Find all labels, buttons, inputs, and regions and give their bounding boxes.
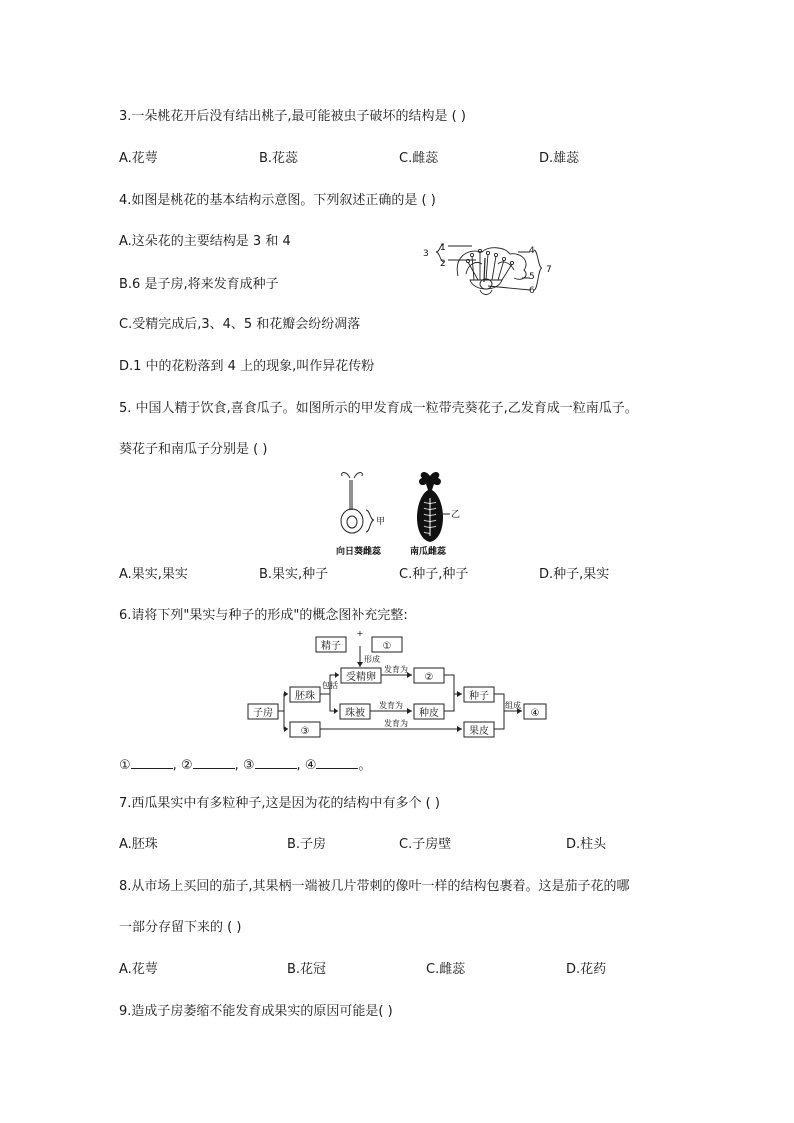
q5-fig-caption-pumpkin: 南瓜雌蕊: [410, 547, 447, 557]
q5-option-a: A.果实,果实: [119, 567, 188, 582]
q8-option-c: C.雌蕊: [426, 962, 466, 977]
concept-box-zhongzi: 种子: [469, 691, 489, 702]
concept-box-4: ④: [530, 708, 540, 719]
q8-stem-line1: 8.从市场上买回的茄子,其果柄一端被几片带刺的像叶一样的结构包裹着。这是茄子花的哪: [119, 879, 630, 894]
concept-plus: +: [356, 629, 364, 638]
q3-option-a: A.花萼: [119, 151, 158, 166]
q5-stem-line2: 葵花子和南瓜子分别是 ( ): [119, 442, 268, 457]
q4-option-c: C.受精完成后,3、4、5 和花瓣会纷纷凋落: [119, 317, 361, 332]
q4-fig-label-5: 5: [529, 272, 535, 282]
q6-answer-4-blank[interactable]: [316, 756, 358, 769]
q6-sep: ,: [296, 758, 301, 773]
q7-option-a: A.胚珠: [119, 837, 158, 852]
q3-option-b: B.花蕊: [259, 151, 299, 166]
q6-answer-line: [119, 756, 371, 775]
q4-option-a: A.这朵花的主要结构是 3 和 4: [119, 234, 291, 249]
q4-fig-label-6: 6: [529, 286, 535, 296]
concept-box-jingzi: 精子: [321, 641, 341, 652]
q5-fig-label-jia: 甲: [376, 517, 386, 527]
q4-option-b: B.6 是子房,将来发育成种子: [119, 277, 279, 292]
concept-label-xingcheng: 形成: [364, 655, 380, 664]
q7-option-b: B.子房: [287, 837, 327, 852]
q4-fig-label-3: 3: [423, 249, 429, 259]
q3-option-c: C.雌蕊: [399, 151, 439, 166]
concept-map: [246, 629, 550, 744]
q5-option-d: D.种子,果实: [539, 567, 610, 582]
q4-fig-label-7: 7: [546, 265, 552, 275]
q4-option-d: D.1 中的花粉落到 4 上的现象,叫作异花传粉: [119, 359, 375, 374]
concept-box-1: ①: [382, 641, 392, 652]
concept-label-zucheng: 组成: [505, 701, 521, 710]
q6-stem: 6.请将下列"果实与种子的形成"的概念图补充完整:: [119, 608, 408, 623]
concept-label-fayu-1: 发育为: [384, 665, 408, 674]
concept-box-shoujingluan: 受精卵: [346, 672, 376, 683]
q8-stem-line2: 一部分存留下来的 ( ): [119, 920, 242, 935]
q6-answer-1-blank[interactable]: [131, 756, 173, 769]
concept-box-3: ③: [300, 726, 310, 737]
q5-fig-label-yi: 乙: [451, 510, 461, 520]
concept-label-baokuo: 包括: [322, 681, 338, 690]
q6-answer-2-marker: ②: [180, 758, 193, 773]
q7-option-d: D.柱头: [566, 837, 607, 852]
concept-label-fayu-3: 发育为: [384, 719, 408, 728]
concept-label-fayu-2: 发育为: [379, 701, 403, 710]
q4-fig-label-4: 4: [529, 246, 535, 256]
q5-option-b: B.果实,种子: [259, 567, 329, 582]
q5-stem-line1: 5. 中国人精于饮食,喜食瓜子。如图所示的甲发育成一粒带壳葵花子,乙发育成一粒南瓜子。: [119, 401, 638, 416]
concept-box-guopi: 果皮: [469, 726, 489, 737]
q6-end: 。: [358, 758, 372, 773]
q8-option-d: D.花药: [566, 962, 607, 977]
q5-option-c: C.种子,种子: [399, 567, 469, 582]
q6-answer-1-marker: ①: [119, 758, 131, 773]
q9-stem: 9.造成子房萎缩不能发育成果实的原因可能是( ): [119, 1004, 393, 1019]
pistil-figure: [332, 468, 472, 558]
concept-box-zhubei: 珠被: [345, 708, 365, 719]
q4-stem: 4.如图是桃花的基本结构示意图。下列叙述正确的是 ( ): [119, 193, 436, 208]
q3-stem: 3.一朵桃花开后没有结出桃子,最可能被虫子破坏的结构是 ( ): [119, 109, 466, 124]
q7-stem: 7.西瓜果实中有多粒种子,这是因为花的结构中有多个 ( ): [119, 796, 440, 811]
q4-fig-label-2: 2: [440, 259, 446, 269]
q6-answer-3-marker: ③: [242, 758, 255, 773]
q3-option-d: D.雄蕊: [539, 151, 580, 166]
q8-option-b: B.花冠: [287, 962, 327, 977]
q6-answer-2-blank[interactable]: [193, 756, 235, 769]
q6-sep: ,: [172, 758, 177, 773]
q6-sep: ,: [234, 758, 239, 773]
concept-box-peizhu: 胚珠: [295, 691, 315, 702]
q7-option-c: C.子房壁: [399, 837, 452, 852]
peach-flower-diagram: [418, 240, 558, 298]
concept-box-zifang: 子房: [253, 708, 273, 719]
concept-box-zhongpi: 种皮: [419, 708, 439, 719]
q6-answer-4-marker: ④: [304, 758, 317, 773]
q4-fig-label-1: 1: [440, 243, 446, 253]
q6-answer-3-blank[interactable]: [255, 756, 297, 769]
q5-fig-caption-sunflower: 向日葵雌蕊: [336, 547, 382, 557]
q8-option-a: A.花萼: [119, 962, 158, 977]
concept-box-2: ②: [424, 672, 434, 683]
